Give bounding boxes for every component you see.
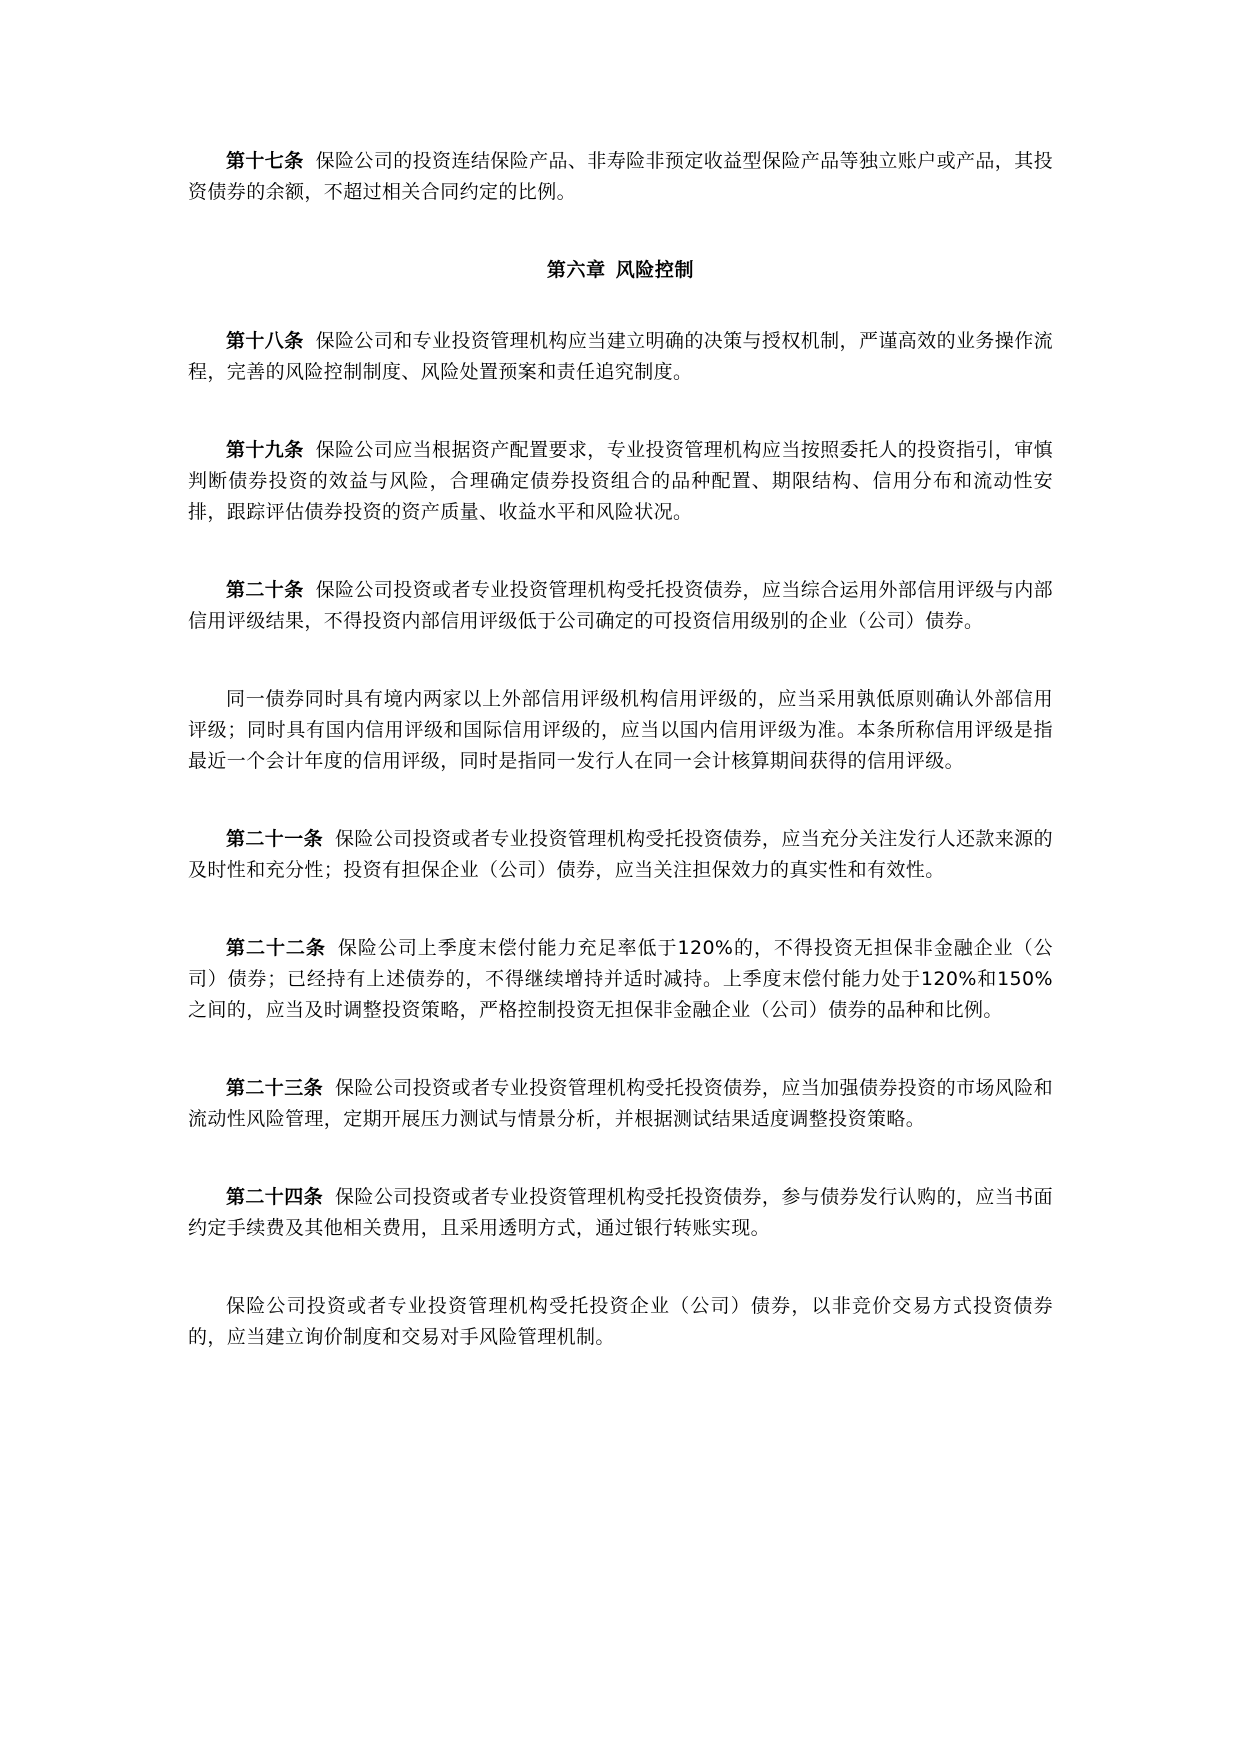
article-21 [188, 824, 1053, 886]
article-number: 第十九条 [226, 439, 304, 461]
article-23 [188, 1073, 1053, 1135]
article-20 [188, 575, 1053, 637]
article-number: 第二十一条 [226, 828, 324, 850]
article-text: 保险公司投资或者专业投资管理机构受托投资债券，应当充分关注发行人还款来源的及时性和充分性；投资有担保企业（公司）债券，应当关注担保效力的真实性和有效性。 [188, 828, 1053, 881]
document-page [188, 146, 1053, 1400]
article-22 [188, 933, 1053, 1026]
article-19 [188, 435, 1053, 528]
article-24 [188, 1182, 1053, 1244]
article-text: 保险公司投资或者专业投资管理机构受托投资企业（公司）债券，以非竞价交易方式投资债券的，应当建立询价制度和交易对手风险管理机制。 [188, 1295, 1053, 1348]
article-text: 同一债券同时具有境内两家以上外部信用评级机构信用评级的，应当采用孰低原则确认外部信用评级；同时具有国内信用评级和国际信用评级的，应当以国内信用评级为准。本条所称信用评级是指最近一个会计年度的信用评级，同时是指同一发行人在同一会计核算期间获得的信用评级。 [188, 688, 1053, 772]
article-number: 第二十二条 [226, 937, 326, 959]
article-text: 保险公司上季度末偿付能力充足率低于120%的，不得投资无担保非金融企业（公司）债券；已经持有上述债券的，不得继续增持并适时减持。上季度末偿付能力处于120%和150%之间的，应当及时调整投资策略，严格控制投资无担保非金融企业（公司）债券的品种和比例。 [188, 937, 1053, 1021]
article-number: 第十七条 [226, 150, 304, 172]
article-text: 保险公司应当根据资产配置要求，专业投资管理机构应当按照委托人的投资指引，审慎判断债券投资的效益与风险，合理确定债券投资组合的品种配置、期限结构、信用分布和流动性安排，跟踪评估债券投资的资产质量、收益水平和风险状况。 [188, 439, 1053, 523]
chapter-heading [188, 255, 1053, 286]
article-24-clause-2 [188, 1291, 1053, 1353]
article-text: 保险公司投资或者专业投资管理机构受托投资债券，应当综合运用外部信用评级与内部信用评级结果，不得投资内部信用评级低于公司确定的可投资信用级别的企业（公司）债券。 [188, 579, 1053, 632]
article-17 [188, 146, 1053, 208]
article-text: 保险公司的投资连结保险产品、非寿险非预定收益型保险产品等独立账户或产品，其投资债券的余额，不超过相关合同约定的比例。 [188, 150, 1053, 203]
article-20-clause-2 [188, 684, 1053, 777]
article-number: 第十八条 [226, 330, 304, 352]
article-18 [188, 326, 1053, 388]
chapter-number: 第六章 [546, 259, 606, 281]
article-text: 保险公司投资或者专业投资管理机构受托投资债券，应当加强债券投资的市场风险和流动性风险管理，定期开展压力测试与情景分析，并根据测试结果适度调整投资策略。 [188, 1077, 1053, 1130]
article-text: 保险公司投资或者专业投资管理机构受托投资债券，参与债券发行认购的，应当书面约定手续费及其他相关费用，且采用透明方式，通过银行转账实现。 [188, 1186, 1053, 1239]
article-number: 第二十条 [226, 579, 304, 601]
article-number: 第二十四条 [226, 1186, 324, 1208]
article-text: 保险公司和专业投资管理机构应当建立明确的决策与授权机制，严谨高效的业务操作流程，完善的风险控制制度、风险处置预案和责任追究制度。 [188, 330, 1053, 383]
chapter-title: 风险控制 [615, 259, 695, 281]
article-number: 第二十三条 [226, 1077, 324, 1099]
